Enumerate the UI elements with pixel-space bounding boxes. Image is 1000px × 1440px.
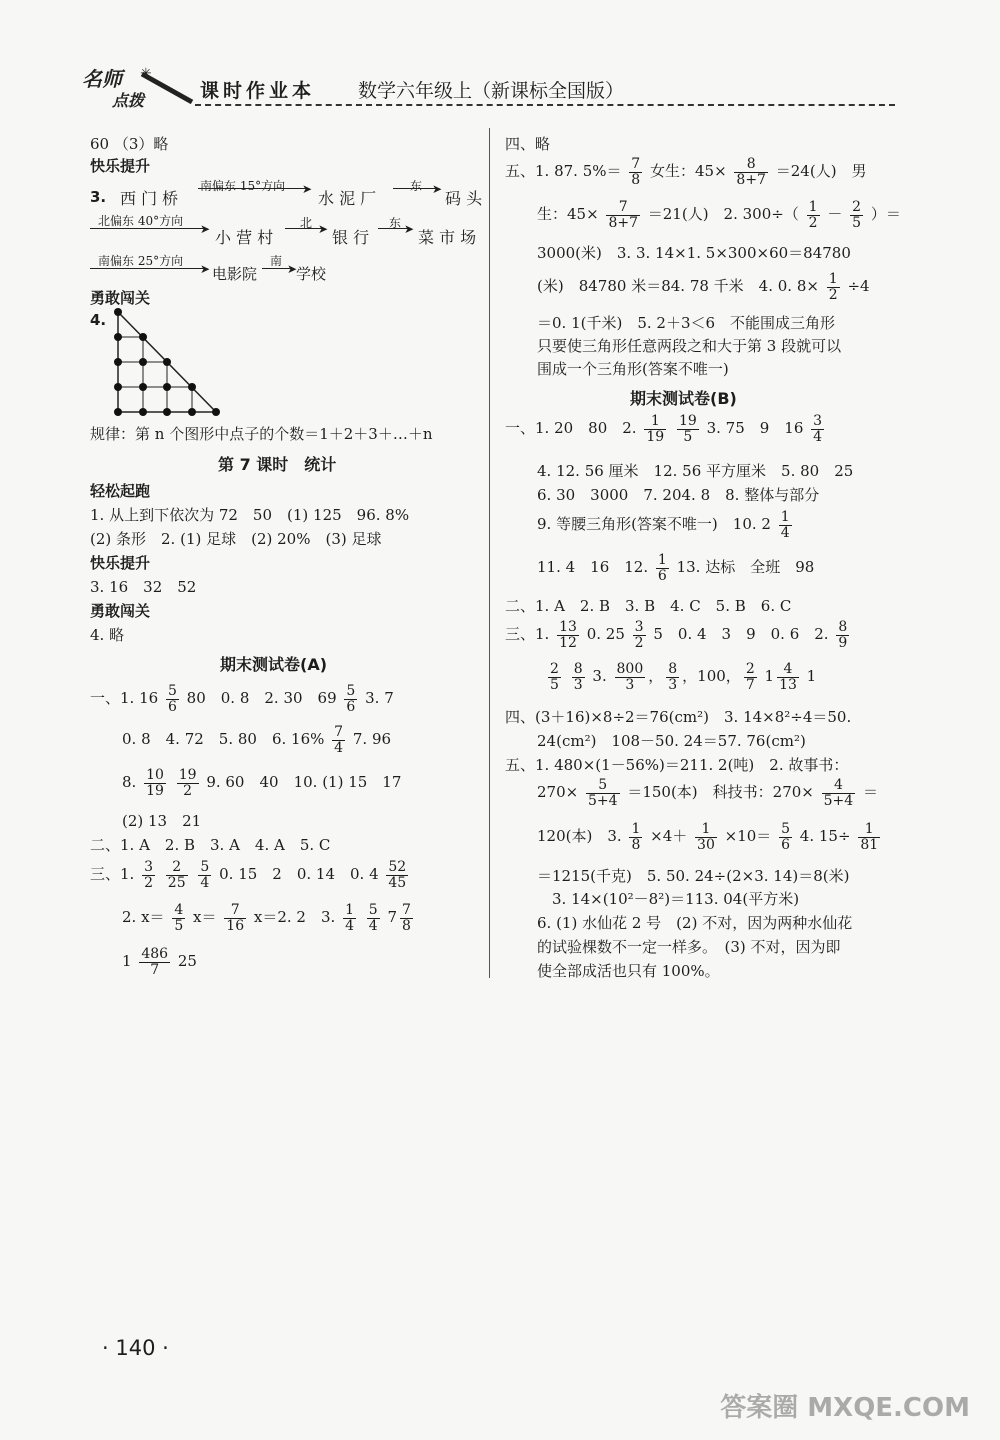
subject-title: 数学六年级上（新课标全国版） bbox=[358, 80, 625, 102]
route-direction: 南偏东 15°方向 bbox=[200, 179, 286, 193]
route-direction: 南偏东 25°方向 bbox=[98, 254, 184, 268]
answer-line: 一、1. 20 80 2. $\frac{1}{19}$ $\frac{19}{5}$ 3. 75 9 16 $\frac{3}{4}$ bbox=[505, 413, 823, 445]
answer-line: 三、1. $\frac{13}{12}$ 0. 25 $\frac{3}{2}$ 5 0. 4 3 9 0. 6 2. $\frac{8}{9}$ bbox=[505, 619, 848, 651]
section-heading: 轻松起跑 bbox=[90, 482, 151, 500]
answer-line: 3000(米) 3. 3. 14×1. 5×300×60＝84780 bbox=[537, 244, 851, 262]
answer-line: 围成一个三角形(答案不唯一) bbox=[537, 360, 729, 378]
answer-line: 二、1. A 2. B 3. A 4. A 5. C bbox=[90, 836, 331, 854]
arrow-head-icon: ➤ bbox=[432, 182, 443, 196]
route-place: 小 营 村 bbox=[215, 228, 274, 247]
answer-line: 60 （3）略 bbox=[90, 135, 169, 153]
dot-triangle-figure bbox=[110, 308, 222, 416]
lesson-title: 第 7 课时 统计 bbox=[218, 455, 337, 474]
answer-line: 6. (1) 水仙花 2 号 (2) 不对，因为两种水仙花 bbox=[537, 914, 853, 932]
route-direction: 北 bbox=[300, 216, 313, 230]
arrow-head-icon: ➤ bbox=[318, 222, 329, 236]
route-place: 菜 市 场 bbox=[418, 228, 477, 247]
answer-line: 使全部成活也只有 100%。 bbox=[537, 962, 720, 980]
answer-line: $\frac{2}{5}$ $\frac{8}{3}$ 3. $\frac{800}{3}$ ， $\frac{8}{3}$ ，100， $\frac{2}{7}$ 1 $\frac{4}{13}$ 1 bbox=[550, 661, 817, 693]
page-number: · 140 · bbox=[102, 1336, 169, 1360]
route-place: 学校 bbox=[296, 265, 327, 283]
arrow-head-icon: ➤ bbox=[404, 222, 415, 236]
route-place: 码 头 bbox=[445, 189, 483, 208]
answer-line: 120(本) 3. $\frac{1}{8}$ ×4＋ $\frac{1}{30}$ ×10＝ $\frac{5}{6}$ 4. 15÷ $\frac{1}{81}$ bbox=[537, 821, 879, 853]
answer-line: 三、1. $\frac{3}{2}$ $\frac{2}{25}$ $\frac{5}{4}$ 0. 15 2 0. 14 0. 4 $\frac{52}{45}$ bbox=[90, 859, 407, 891]
answer-line: 一、1. 16 $\frac{5}{6}$ 80 0. 8 2. 30 69 $\frac{5}{6}$ 3. 7 bbox=[90, 683, 394, 715]
arrow-head-icon: ➤ bbox=[200, 262, 211, 276]
rule-text: 规律：第 n 个图形中点子的个数＝1＋2＋3＋…＋n bbox=[90, 425, 433, 443]
exam-title: 期末测试卷(A) bbox=[220, 655, 328, 674]
svg-text:✳: ✳ bbox=[140, 66, 152, 82]
route-place: 水 泥 厂 bbox=[318, 189, 377, 208]
route-place: 电影院 bbox=[212, 265, 258, 283]
section-heading: 快乐提升 bbox=[90, 157, 151, 175]
arrow-head-icon: ➤ bbox=[200, 222, 211, 236]
column-divider bbox=[489, 128, 490, 978]
answer-line: 1 $\frac{486}{7}$ 25 bbox=[122, 946, 197, 978]
arrow-head-icon: ➤ bbox=[287, 262, 298, 276]
answer-line: ＝1215(千克) 5. 50. 24÷(2×3. 14)＝8(米) bbox=[537, 867, 850, 885]
header-divider bbox=[195, 104, 895, 106]
route-direction: 南 bbox=[270, 254, 283, 268]
answer-line: ＝0. 1(千米) 5. 2＋3＜6 不能围成三角形 bbox=[537, 314, 836, 332]
question-number: 4. bbox=[90, 311, 107, 329]
answer-line: 4. 略 bbox=[90, 626, 125, 644]
answer-line: 五、1. 87. 5%＝ $\frac{7}{8}$ 女生：45× $\frac{8}{8+7}$ ＝24(人) 男 bbox=[505, 156, 867, 188]
route-arrow bbox=[198, 188, 308, 189]
route-arrow bbox=[90, 268, 205, 269]
answer-line: 9. 等腰三角形(答案不唯一) 10. 2 $\frac{1}{4}$ bbox=[537, 509, 790, 541]
route-direction: 东 bbox=[410, 179, 423, 193]
section-heading: 勇敢闯关 bbox=[90, 289, 151, 307]
answer-line: 4. 12. 56 厘米 12. 56 平方厘米 5. 80 25 bbox=[537, 462, 854, 480]
answer-line: 1. 从上到下依次为 72 50 (1) 125 96. 8% bbox=[90, 506, 410, 524]
svg-text:名师: 名师 bbox=[82, 67, 122, 91]
answer-line: 四、略 bbox=[505, 135, 551, 153]
answer-line: 24(cm²) 108－50. 24＝57. 76(cm²) bbox=[537, 732, 806, 750]
route-arrow bbox=[393, 188, 437, 189]
answer-line: 二、1. A 2. B 3. B 4. C 5. B 6. C bbox=[505, 597, 792, 615]
answer-line: 11. 4 16 12. $\frac{1}{6}$ 13. 达标 全班 98 bbox=[537, 552, 815, 584]
answer-line: 0. 8 4. 72 5. 80 6. 16% $\frac{7}{4}$ 7. 96 bbox=[122, 724, 392, 756]
watermark: 答案圈 MXQE.COM bbox=[720, 1393, 970, 1423]
answer-line: 8. $\frac{10}{19}$ $\frac{19}{2}$ 9. 60 40 10. (1) 15 17 bbox=[122, 767, 402, 799]
route-place: 西 门 桥 bbox=[120, 189, 179, 208]
question-number: 3. bbox=[90, 188, 107, 206]
route-arrow bbox=[90, 228, 205, 229]
answer-line: 只要使三角形任意两段之和大于第 3 段就可以 bbox=[537, 337, 842, 355]
section-heading: 勇敢闯关 bbox=[90, 602, 151, 620]
svg-text:点拨: 点拨 bbox=[112, 91, 145, 110]
answer-line: 四、(3＋16)×8÷2＝76(cm²) 3. 14×8²÷4＝50. bbox=[505, 708, 852, 726]
route-direction: 北偏东 40°方向 bbox=[98, 214, 184, 228]
arrow-head-icon: ➤ bbox=[302, 182, 313, 196]
answer-line: (米) 84780 米＝84. 78 千米 4. 0. 8× $\frac{1}{2}$ ÷4 bbox=[537, 271, 870, 303]
answer-line: 生：45× $\frac{7}{8+7}$ ＝21(人) 2. 300÷（ $\frac{1}{2}$ － $\frac{2}{5}$ ）＝ bbox=[537, 199, 901, 231]
answer-line: 的试验棵数不一定一样多。 (3) 不对，因为即 bbox=[537, 938, 841, 956]
book-title: 课时作业本 bbox=[200, 80, 316, 102]
answer-line: 2. x＝ $\frac{4}{5}$ x＝ $\frac{7}{16}$ x＝2. 2 3. $\frac{1}{4}$ $\frac{5}{4}$ 7 $\frac{7}{8}$ bbox=[122, 902, 411, 934]
route-place: 银 行 bbox=[332, 228, 370, 247]
answer-line: 3. 16 32 52 bbox=[90, 578, 197, 596]
answer-line: 6. 30 3000 7. 204. 8 8. 整体与部分 bbox=[537, 486, 820, 504]
answer-line: 3. 14×(10²－8²)＝113. 04(平方米) bbox=[552, 890, 800, 908]
answer-line: (2) 13 21 bbox=[122, 812, 202, 830]
answer-line: 270× $\frac{5}{5+4}$ ＝150(本) 科技书：270× $\frac{4}{5+4}$ ＝ bbox=[537, 777, 878, 809]
section-heading: 快乐提升 bbox=[90, 554, 151, 572]
publisher-logo bbox=[82, 64, 202, 110]
exam-title: 期末测试卷(B) bbox=[630, 389, 737, 408]
route-direction: 东 bbox=[389, 216, 402, 230]
answer-line: 五、1. 480×(1－56%)＝211. 2(吨) 2. 故事书： bbox=[505, 756, 849, 774]
answer-line: (2) 条形 2. (1) 足球 (2) 20% (3) 足球 bbox=[90, 530, 382, 548]
